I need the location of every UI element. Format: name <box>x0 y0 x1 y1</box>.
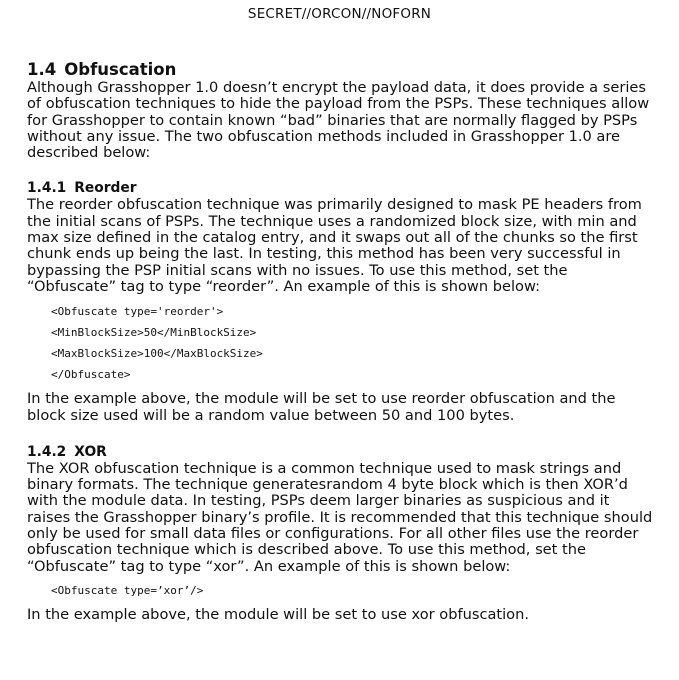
document-content <box>27 60 657 623</box>
section-number: 1.4 <box>27 60 57 79</box>
subsection-heading-xor <box>27 443 657 461</box>
subsection-title-xor: XOR <box>74 443 107 460</box>
section-intro: Although Grasshopper 1.0 doesn’t encrypt the payload data, it does provide a series of obfuscation techniques to hide the payload from the PSPs. These techniques allow for Grasshopper to contain known “bad” binaries that are normally flagged by PSPs without any issue. The two obfuscation methods included in Grasshopper 1.0 are described below: <box>27 79 650 162</box>
xor-body: The XOR obfuscation technique is a common technique used to mask strings and binary formats. The technique generatesrandom 4 byte block which is then XOR’d with the module data. In testing, PSPs deem larger binaries as suspicious and it raises the Grasshopper binary’s profile. It is recommended that this technique should only be used for small data files or configurations. For all other files use the reorder obfuscation technique which is described above. To use this method, set the “Obfuscate” tag to type “xor”. An example of this is shown below: <box>27 459 653 575</box>
code-line: </Obfuscate> <box>51 368 131 382</box>
code-line: <Obfuscate type='reorder'> <box>51 305 224 319</box>
subsection-heading-reorder <box>27 179 657 197</box>
subsection-title-reorder: Reorder <box>74 180 137 197</box>
subsection-number-reorder: 1.4.1 <box>27 180 67 197</box>
code-line: <MaxBlockSize>100</MaxBlockSize> <box>51 347 263 361</box>
section-title: Obfuscation <box>64 60 177 79</box>
xor-after: In the example above, the module will be set to use xor obfuscation. <box>27 605 530 623</box>
classification-banner: SECRET//ORCON//NOFORN <box>247 6 432 22</box>
reorder-after: In the example above, the module will be set to use reorder obfuscation and the block size used will be a random value between 50 and 100 bytes. <box>27 390 616 424</box>
section-heading <box>27 60 657 80</box>
code-line: <MinBlockSize>50</MinBlockSize> <box>51 326 257 340</box>
reorder-code-block <box>27 305 657 382</box>
xor-code-line: <Obfuscate type=’xor’/> <box>51 583 204 597</box>
subsection-number-xor: 1.4.2 <box>27 443 67 460</box>
reorder-body: The reorder obfuscation technique was primarily designed to mask PE headers from the initial scans of PSPs. The technique uses a randomized block size, with min and max size defined in the catalog entry, and it swaps out all of the chunks so the first chunk ends up being the last. In testing, this method has been very successful in bypassing the PSP initial scans with no issues. To use this method, set the “Obfuscate” tag to type “reorder”. An example of this is shown below: <box>27 196 642 295</box>
